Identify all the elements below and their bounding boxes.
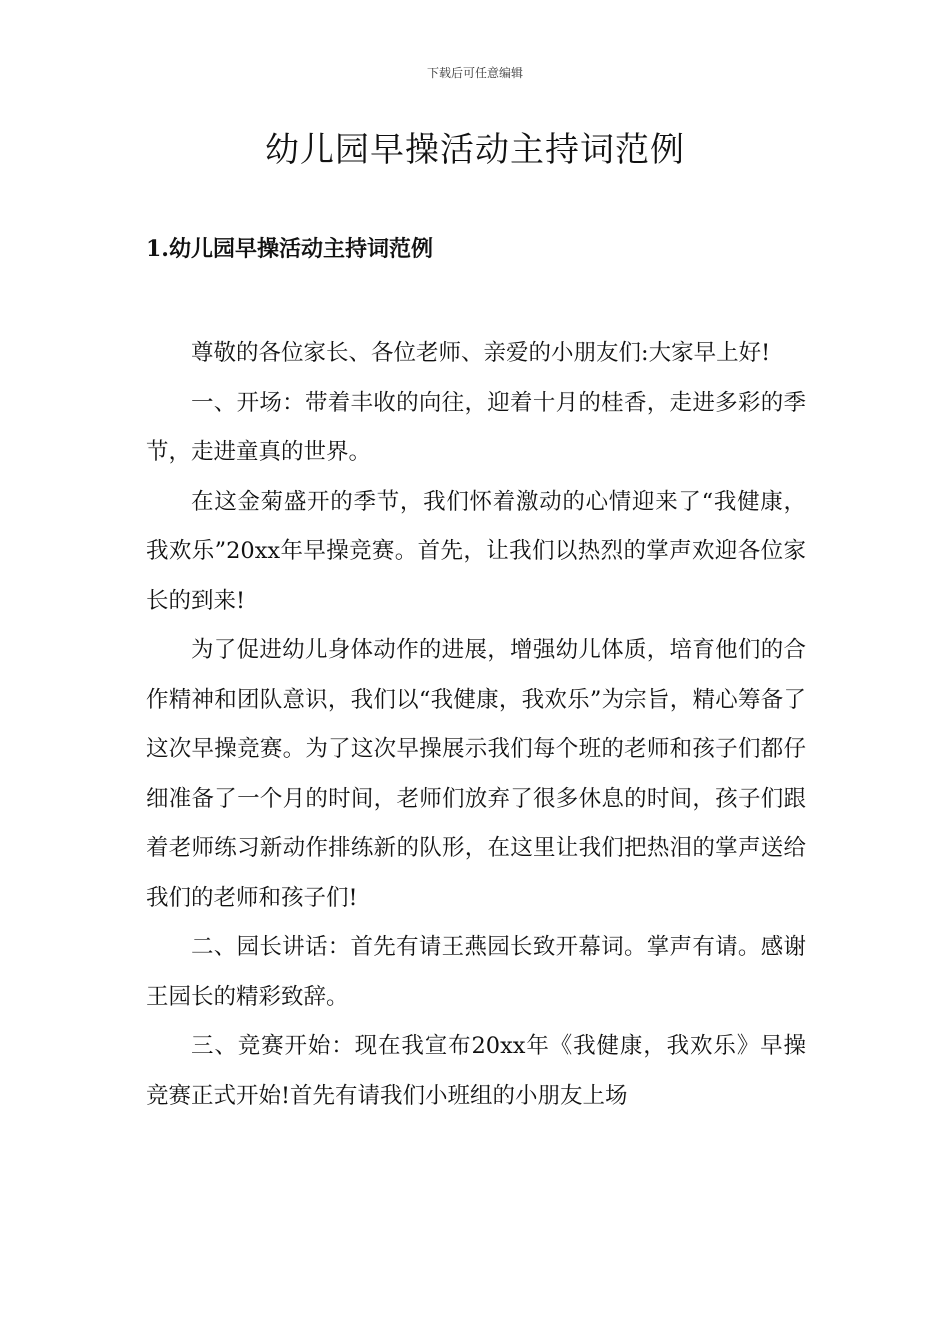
paragraph-competition-start: 三、竞赛开始：现在我宣布20xx年《我健康，我欢乐》早操竞赛正式开始!首先有请我们小班组的小朋友上场 [146,1033,806,1109]
header-note: 下载后可任意编辑 [426,66,523,80]
paragraph-director-speech: 二、园长讲话：首先有请王燕园长致开幕词。掌声有请。感谢王园长的精彩致辞。 [146,934,806,1010]
section-heading: 1.幼儿园早操活动主持词范例 [146,236,433,262]
document-title: 幼儿园早操活动主持词范例 [265,130,685,170]
paragraph-greeting: 尊敬的各位家长、各位老师、亲爱的小朋友们:大家早上好! [191,340,771,366]
paragraph-welcome: 在这金菊盛开的季节，我们怀着激动的心情迎来了“我健康，我欢乐”20xx年早操竞赛。首先，让我们以热烈的掌声欢迎各位家长的到来! [146,488,806,614]
paragraph-opening: 一、开场：带着丰收的向往，迎着十月的桂香，走进多彩的季节，走进童真的世界。 [146,389,806,465]
document-body [146,329,806,1121]
paragraph-purpose: 为了促进幼儿身体动作的进展，增强幼儿体质，培育他们的合作精神和团队意识，我们以“我健康，我欢乐”为宗旨，精心筹备了这次早操竞赛。为了这次早操展示我们每个班的老师和孩子们都仔细准备了一个月的时间，老师们放弃了很多休息的时间，孩子们跟着老师练习新动作排练新的队形，在这里让我们把热泪的掌声送给我们的老师和孩子们! [146,637,806,911]
